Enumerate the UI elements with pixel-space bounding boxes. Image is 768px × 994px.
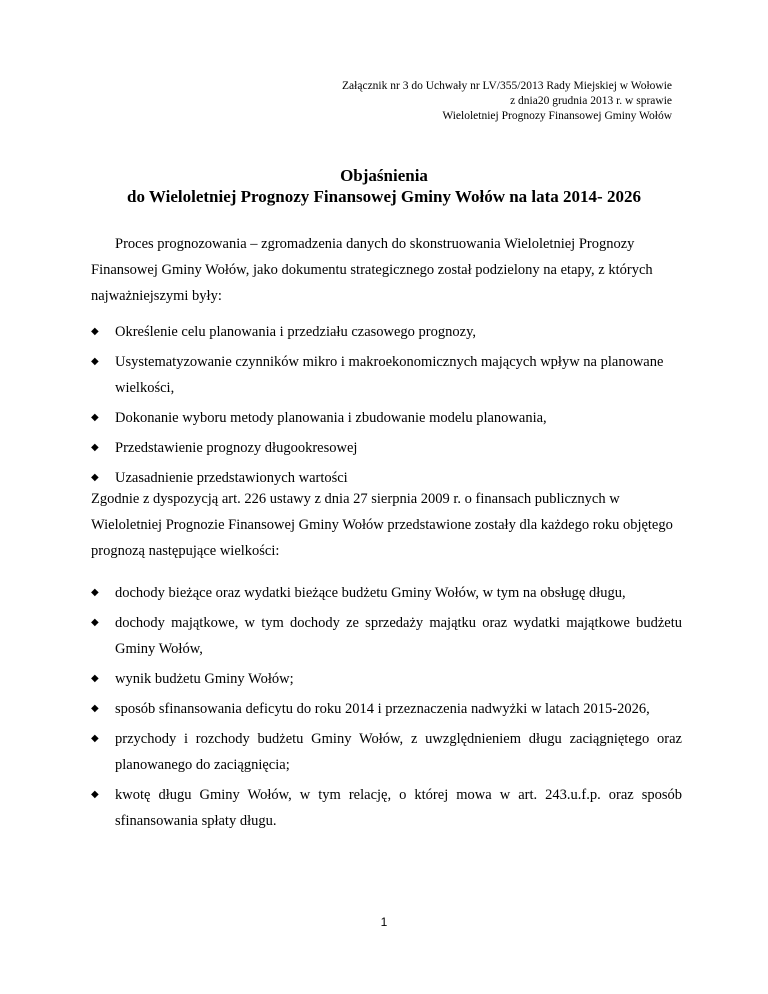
title-line-2: do Wieloletniej Prognozy Finansowej Gminy Wołów na lata 2014- 2026 (127, 187, 641, 206)
bullet-icon: ◆ (91, 733, 99, 744)
bullet-icon: ◆ (91, 587, 99, 598)
header-line-3: Wieloletniej Prognozy Finansowej Gminy Wołów (442, 110, 672, 122)
intro-paragraph: Proces prognozowania – zgromadzenia danych do skonstruowania Wieloletniej Prognozy Finansowej Gminy Wołów, jako dokumentu strategicznego został podzielony na etapy, z których najważniejszymi były: (91, 236, 653, 304)
stages-list (91, 319, 682, 495)
quantities-list (91, 580, 682, 838)
bullet-icon: ◆ (91, 442, 99, 453)
attachment-header (342, 79, 672, 124)
bullet-icon: ◆ (91, 412, 99, 423)
title-line-1: Objaśnienia (340, 166, 428, 185)
bullet-icon: ◆ (91, 789, 99, 800)
list-item: ◆ kwotę długu Gminy Wołów, w tym relację, o której mowa w art. 243.u.f.p. oraz sposób sfinansowania spłaty długu. (91, 782, 682, 834)
list-item: ◆ sposób sfinansowania deficytu do roku 2014 i przeznaczenia nadwyżki w latach 2015-2026, (91, 696, 682, 722)
bullet-icon: ◆ (91, 703, 99, 714)
list-item: ◆ Uzasadnienie przedstawionych wartości (91, 465, 682, 491)
list-item: ◆ dochody majątkowe, w tym dochody ze sprzedaży majątku oraz wydatki majątkowe budżetu Gminy Wołów, (91, 610, 682, 662)
list-item: ◆ Dokonanie wyboru metody planowania i zbudowanie modelu planowania, (91, 405, 682, 431)
legal-basis-paragraph: Zgodnie z dyspozycją art. 226 ustawy z dnia 27 sierpnia 2009 r. o finansach publicznych w Wieloletniej Prognozie Finansowej Gminy Wołów przedstawione zostały dla każdego roku objętego prognozą następujące wielkości: (91, 491, 673, 559)
list-item: ◆ przychody i rozchody budżetu Gminy Wołów, z uwzględnieniem długu zaciągniętego oraz planowanego do zaciągnięcia; (91, 726, 682, 778)
header-line-1: Załącznik nr 3 do Uchwały nr LV/355/2013 Rady Miejskiej w Wołowie (342, 80, 672, 92)
page-number: 1 (380, 915, 388, 929)
list-item: ◆ Przedstawienie prognozy długookresowej (91, 435, 682, 461)
bullet-icon: ◆ (91, 472, 99, 483)
bullet-icon: ◆ (91, 673, 99, 684)
header-line-2: z dnia20 grudnia 2013 r. w sprawie (510, 95, 672, 107)
list-item: ◆ wynik budżetu Gminy Wołów; (91, 666, 682, 692)
bullet-icon: ◆ (91, 617, 99, 628)
list-item: ◆ Usystematyzowanie czynników mikro i makroekonomicznych mających wpływ na planowane wielkości, (91, 349, 682, 401)
bullet-icon: ◆ (91, 326, 99, 337)
list-item: ◆ Określenie celu planowania i przedziału czasowego prognozy, (91, 319, 682, 345)
bullet-icon: ◆ (91, 356, 99, 367)
document-title (0, 165, 768, 207)
list-item: ◆ dochody bieżące oraz wydatki bieżące budżetu Gminy Wołów, w tym na obsługę długu, (91, 580, 682, 606)
